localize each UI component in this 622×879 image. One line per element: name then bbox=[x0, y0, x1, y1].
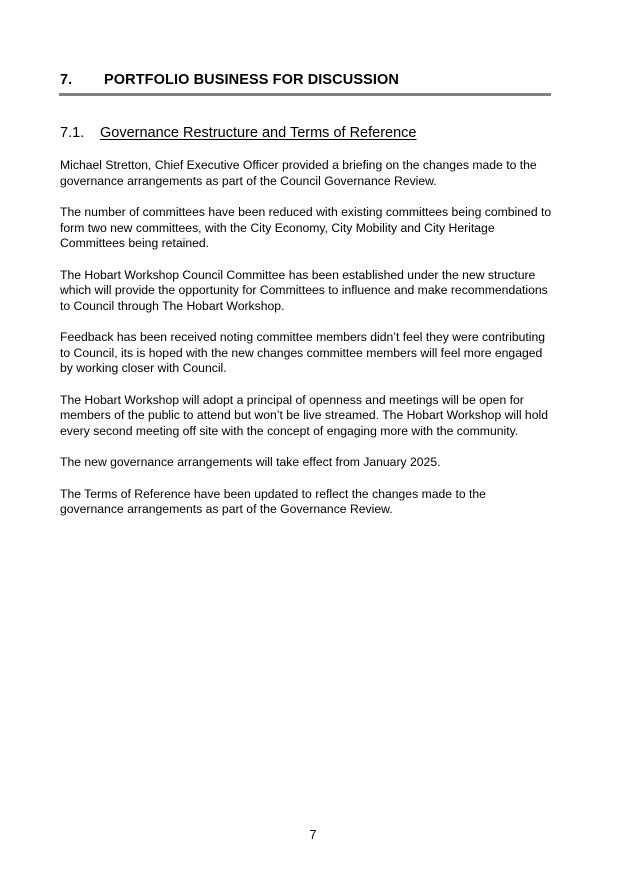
heading-divider bbox=[59, 93, 551, 96]
subsection-heading bbox=[60, 125, 416, 141]
body-text bbox=[60, 158, 552, 534]
paragraph-terms-of-reference: The Terms of Reference have been updated to reflect the changes made to the governance arrangements as part of the Governance Review. bbox=[60, 486, 486, 516]
paragraph-openness: The Hobart Workshop will adopt a principal of openness and meetings will be open for members of the public to attend but won’t be live streamed. The Hobart Workshop will hold every second meeting off site with the concept of engaging more with the community. bbox=[60, 392, 548, 438]
section-heading bbox=[60, 72, 550, 88]
paragraph-effective-date: The new governance arrangements will take effect from January 2025. bbox=[60, 455, 441, 469]
paragraph-briefing: Michael Stretton, Chief Executive Officer provided a briefing on the changes made to the governance arrangements as part of the Council Governance Review. bbox=[60, 158, 537, 188]
paragraph-feedback: Feedback has been received noting committee members didn’t feel they were contributing to Council, its is hoped with the new changes committee members will feel more engaged by working closer with Council. bbox=[60, 330, 546, 375]
paragraph-workshop-committee: The Hobart Workshop Council Committee has been established under the new structure which will provide the opportunity for Committees to influence and make recommendations to Council through The Hobart Workshop. bbox=[60, 267, 548, 313]
section-number: 7. bbox=[60, 72, 73, 88]
page-number: 7 bbox=[309, 828, 317, 842]
subsection-title: Governance Restructure and Terms of Reference bbox=[100, 125, 417, 141]
section-title: PORTFOLIO BUSINESS FOR DISCUSSION bbox=[104, 72, 399, 88]
subsection-number: 7.1. bbox=[60, 125, 85, 141]
paragraph-committees: The number of committees have been reduced with existing committees being combined to form two new committees, with the City Economy, City Mobility and City Heritage Committees being retained. bbox=[60, 205, 552, 250]
